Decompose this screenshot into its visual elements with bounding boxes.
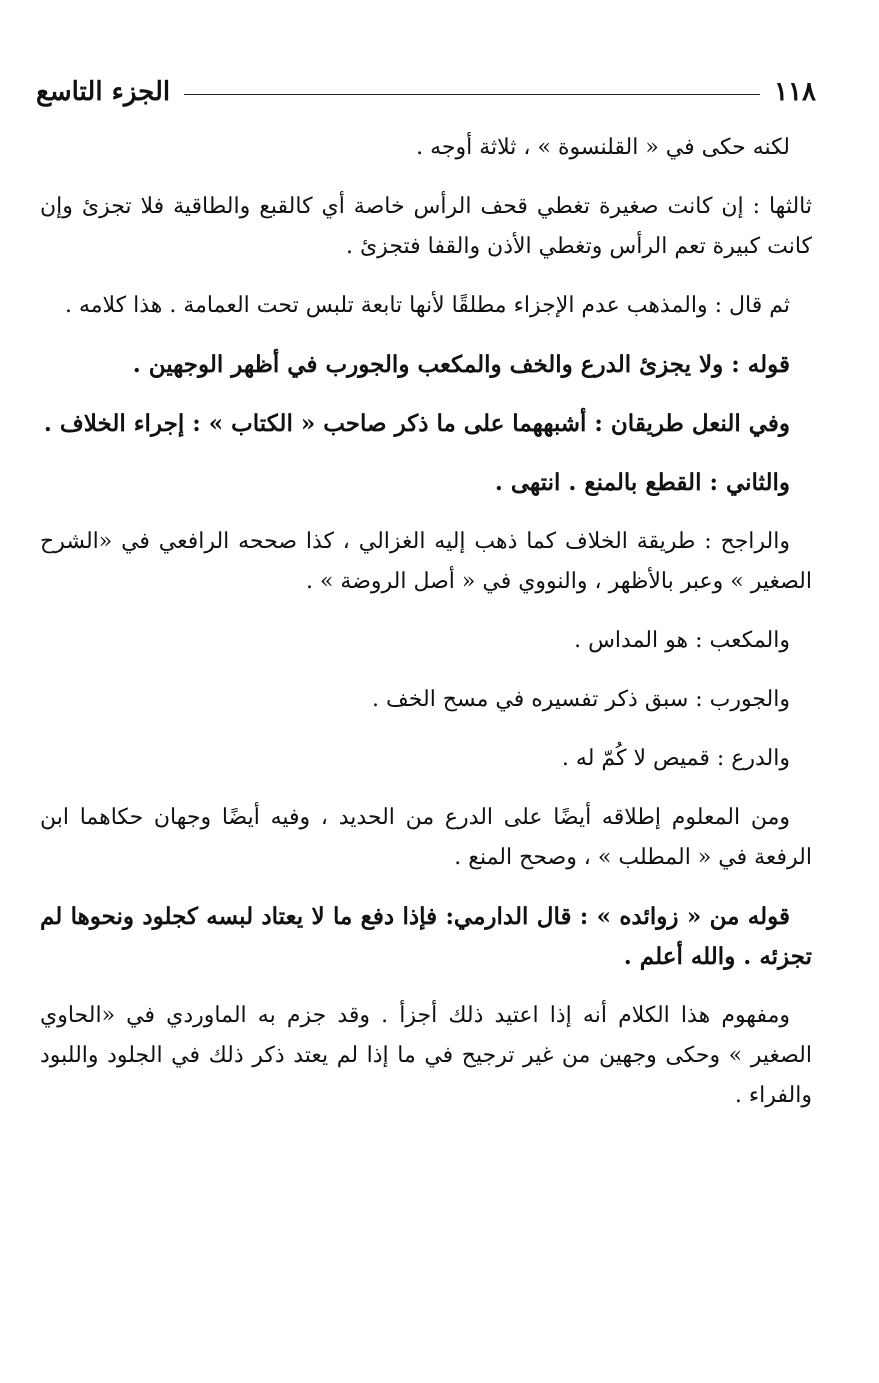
paragraph-5: وفي النعل طريقان : أشبههما على ما ذكر صاحب « الكتاب » : إجراء الخلاف . [43, 410, 790, 437]
paragraph-2: ثالثها : إن كانت صغيرة تغطي قحف الرأس خاصة أي كالقبع والطاقية فلا تجزئ وإن كانت كبيرة تعم الرأس وتغطي الأذن والقفا فتجزئ . [40, 194, 812, 259]
paragraph-6: والثاني : القطع بالمنع . انتهى . [494, 469, 790, 496]
paragraph-11: ومن المعلوم إطلاقه أيضًا على الدرع من الحديد ، وفيه أيضًا وجهان حكاهما ابن الرفعة في « المطلب » ، وصحح المنع . [40, 805, 812, 870]
paragraph-12: قوله من « زوائده » : قال الدارمي: فإذا دفع ما لا يعتاد لبسه كجلود ونحوها لم تجزئه . والله أعلم . [40, 903, 812, 970]
paragraph-4: قوله : ولا يجزئ الدرع والخف والمكعب والجورب في أظهر الوجهين . [132, 351, 790, 378]
paragraph-8: والمكعب : هو المداس . [574, 628, 790, 653]
paragraph-1: لكنه حكى في « القلنسوة » ، ثلاثة أوجه . [416, 135, 790, 160]
paragraph-3: ثم قال : والمذهب عدم الإجزاء مطلقًا لأنها تابعة تلبس تحت العمامة . هذا كلامه . [64, 293, 790, 318]
page-header [36, 70, 816, 114]
paragraph-9: والجورب : سبق ذكر تفسيره في مسح الخف . [372, 687, 790, 712]
paragraph-7: والراجح : طريقة الخلاف كما ذهب إليه الغزالي ، كذا صححه الرافعي في «الشرح الصغير » وعبر بالأظهر ، والنووي في « أصل الروضة » . [40, 529, 812, 594]
page-number: ١١٨ [774, 77, 816, 107]
paragraph-13: ومفهوم هذا الكلام أنه إذا اعتيد ذلك أجزأ . وقد جزم به الماوردي في «الحاوي الصغير » وحكى وجهين من غير ترجيح في ما إذا لم يعتد ذكر ذلك في الجلود واللبود والفراء . [40, 1003, 812, 1108]
paragraph-10: والدرع : قميص لا كُمّ له . [561, 746, 790, 771]
page-body [40, 128, 812, 1135]
header-rule [184, 94, 760, 95]
running-title: الجزء التاسع [36, 77, 171, 107]
